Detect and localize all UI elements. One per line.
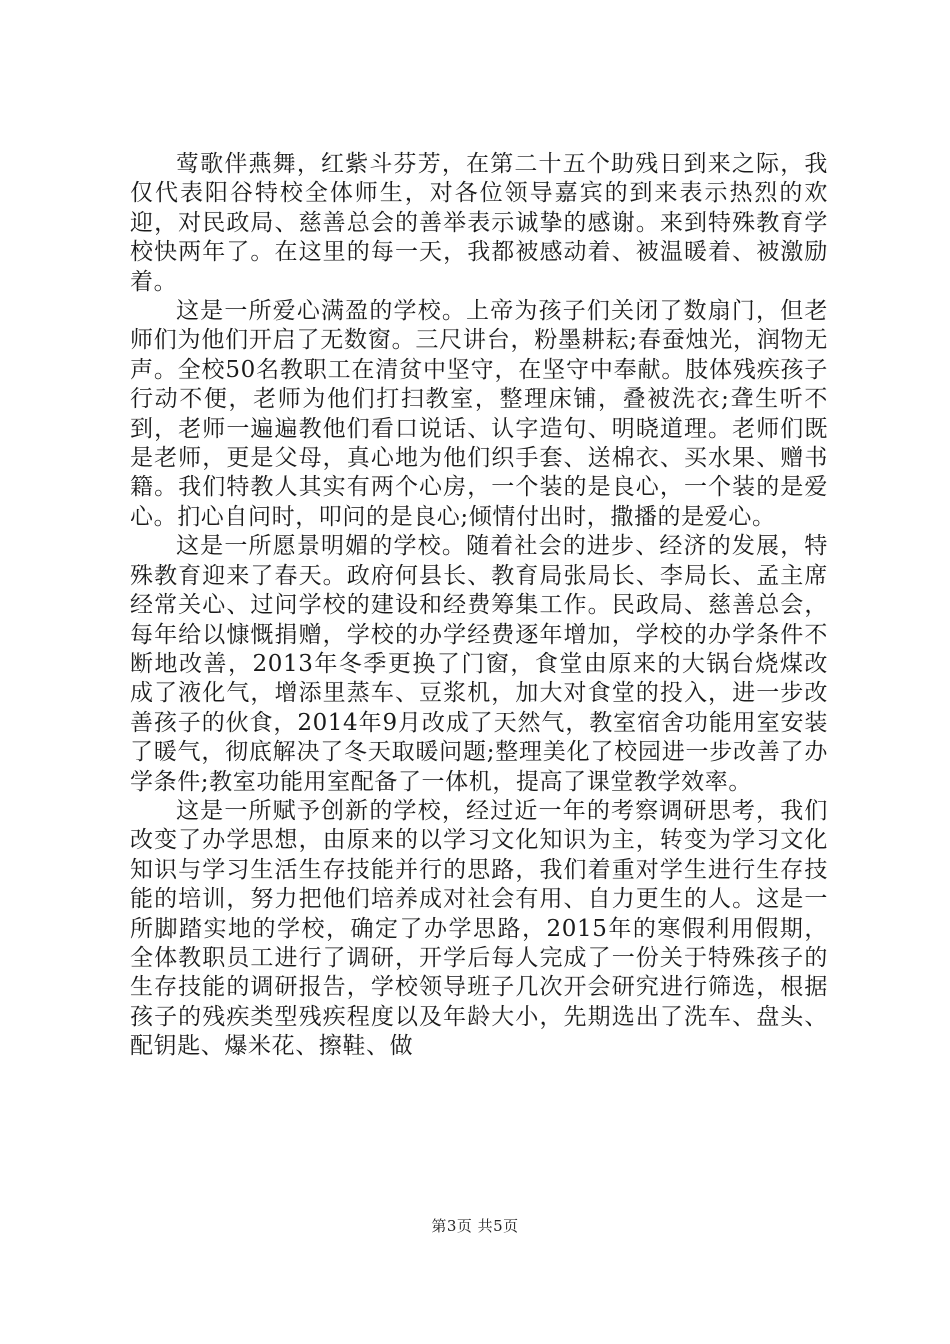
- page-number-footer: 第3页 共5页: [431, 1217, 519, 1235]
- document-body: [130, 150, 828, 1062]
- paragraph-vision: 这是一所愿景明媚的学校。随着社会的进步、经济的发展，特殊教育迎来了春天。政府何县长、教育局张局长、李局长、孟主席经常关心、过问学校的建设和经费筹集工作。民政局、慈善总会，每年给以慷慨捐赠，学校的办学经费逐年增加，学校的办学条件不断地改善，2013年冬季更换了门窗，食堂由原来的大锅台烧煤改成了液化气，增添里蒸车、豆浆机，加大对食堂的投入，进一步改善孩子的伙食，2014年9月改成了天然气，教室宿舍功能用室安装了暖气，彻底解决了冬天取暖问题;整理美化了校园进一步改善了办学条件;教室功能用室配备了一体机，提高了课堂教学效率。: [130, 533, 828, 795]
- paragraph-love: 这是一所爱心满盈的学校。上帝为孩子们关闭了数扇门，但老师们为他们开启了无数窗。三尺讲台，粉墨耕耘;春蚕烛光，润物无声。全校50名教职工在清贫中坚守，在坚守中奉献。肢体残疾孩子行动不便，老师为他们打扫教室，整理床铺，叠被洗衣;聋生听不到，老师一遍遍教他们看口说话、认字造句、明晓道理。老师们既是老师，更是父母，真心地为他们织手套、送棉衣、买水果、赠书籍。我们特教人其实有两个心房，一个装的是良心，一个装的是爱心。扪心自问时，叩问的是良心;倾情付出时，撒播的是爱心。: [130, 298, 828, 530]
- paragraph-innovation: 这是一所赋予创新的学校，经过近一年的考察调研思考，我们改变了办学思想，由原来的以学习文化知识为主，转变为学习文化知识与学习生活生存技能并行的思路，我们着重对学生进行生存技能的培训，努力把他们培养成对社会有用、自力更生的人。这是一所脚踏实地的学校，确定了办学思路，2015年的寒假利用假期，全体教职员工进行了调研，开学后每人完成了一份关于特殊孩子的生存技能的调研报告，学校领导班子几次开会研究进行筛选，根据孩子的残疾类型残疾程度以及年龄大小，先期选出了洗车、盘头、配钥匙、爆米花、擦鞋、做: [130, 797, 828, 1060]
- paragraph-welcome: 莺歌伴燕舞，红紫斗芬芳，在第二十五个助残日到来之际，我仅代表阳谷特校全体师生，对各位领导嘉宾的到来表示热烈的欢迎，对民政局、慈善总会的善举表示诚挚的感谢。来到特殊教育学校快两年了。在这里的每一天，我都被感动着、被温暖着、被激励着。: [130, 151, 828, 295]
